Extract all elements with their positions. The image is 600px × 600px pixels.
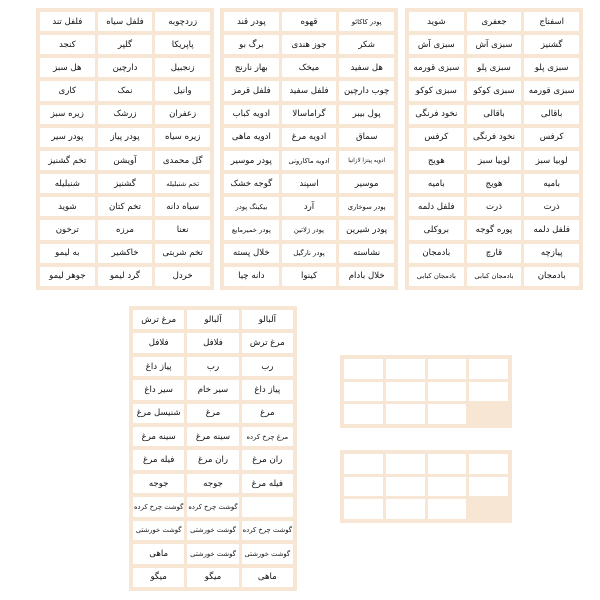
sticker-label: سبزی پلو bbox=[467, 58, 522, 77]
sticker-label: میگو bbox=[133, 568, 184, 587]
sticker-label: زرشک bbox=[98, 105, 153, 124]
sticker-label: ماهی bbox=[133, 544, 184, 563]
sticker-label: پیازچه bbox=[524, 244, 579, 263]
sticker-label: گوشت چرخ کرده bbox=[133, 497, 184, 516]
sticker-label: مرغ چرخ کرده bbox=[242, 427, 293, 446]
sticker-label: کاری bbox=[40, 81, 95, 100]
sticker-label: گوجه خشک bbox=[224, 174, 279, 193]
sticker-label bbox=[242, 497, 293, 516]
sticker-label: فلافل bbox=[133, 333, 184, 352]
sticker-label: ترخون bbox=[40, 220, 95, 239]
sticker-label: لوبیا سبز bbox=[524, 151, 579, 170]
label-sheet-baking bbox=[220, 8, 398, 290]
sticker-label: هل سفید bbox=[339, 58, 394, 77]
sticker-label: خردل bbox=[155, 267, 210, 286]
label-sheet-vegetables bbox=[405, 8, 583, 290]
sticker-label: رب bbox=[187, 357, 238, 376]
sticker-label: زنجبیل bbox=[155, 58, 210, 77]
sticker-label: بادمجان bbox=[524, 267, 579, 286]
blank-sticker bbox=[386, 382, 425, 402]
sticker-label: فلافل bbox=[187, 333, 238, 352]
sticker-label: ران مرغ bbox=[187, 450, 238, 469]
sticker-label: کینوا bbox=[282, 267, 337, 286]
sticker-label: گوشت چرخ کرده bbox=[242, 521, 293, 540]
sticker-label: میگو bbox=[187, 568, 238, 587]
sticker-label: مرغ bbox=[187, 404, 238, 423]
sticker-label: ماهی bbox=[242, 568, 293, 587]
sticker-label: بادمجان کبابی bbox=[409, 267, 464, 286]
blank-sticker bbox=[428, 499, 467, 519]
sticker-label: مرغ bbox=[242, 404, 293, 423]
sticker-label: سبزی کوکو bbox=[409, 81, 464, 100]
blank-sticker bbox=[469, 382, 508, 402]
sticker-label: زردچوبه bbox=[155, 12, 210, 31]
sticker-label: خاکشیر bbox=[98, 244, 153, 263]
sticker-label: سیاه دانه bbox=[155, 197, 210, 216]
blank-sticker bbox=[344, 454, 383, 474]
sticker-label: قارچ bbox=[467, 244, 522, 263]
sticker-label: سبزی پلو bbox=[524, 58, 579, 77]
sticker-label: زیره سبز bbox=[40, 105, 95, 124]
sticker-label: نعنا bbox=[155, 220, 210, 239]
sticker-label: سبزی کوکو bbox=[467, 81, 522, 100]
sticker-label: گل محمدی bbox=[155, 151, 210, 170]
sticker-label: گوشت خورشتی bbox=[187, 521, 238, 540]
sticker-label: پوره گوجه bbox=[467, 220, 522, 239]
sticker-label: جوهر لیمو bbox=[40, 267, 95, 286]
sticker-label: بادمجان کبابی bbox=[467, 267, 522, 286]
sticker-label: چوب دارچین bbox=[339, 81, 394, 100]
blank-sticker bbox=[386, 404, 425, 424]
sticker-label: فلفل قرمز bbox=[224, 81, 279, 100]
sticker-label: قهوه bbox=[282, 12, 337, 31]
sticker-label: میخک bbox=[282, 58, 337, 77]
blank-sticker bbox=[386, 499, 425, 519]
sticker-label: ادویه کباب bbox=[224, 105, 279, 124]
sticker-label: آرد bbox=[282, 197, 337, 216]
sticker-label: پاپریکا bbox=[155, 35, 210, 54]
sticker-label: فلفل سفید bbox=[282, 81, 337, 100]
sticker-label: بادمجان bbox=[409, 244, 464, 263]
sticker-label: نشاسته bbox=[339, 244, 394, 263]
sticker-label: آلبالو bbox=[242, 310, 293, 329]
sticker-label: بامیه bbox=[409, 174, 464, 193]
sticker-label: پیاز داغ bbox=[242, 380, 293, 399]
sticker-label: سینه مرغ bbox=[133, 427, 184, 446]
sticker-label: شنبلیله bbox=[40, 174, 95, 193]
sticker-label: هویج bbox=[467, 174, 522, 193]
blank-sticker bbox=[344, 499, 383, 519]
sticker-label: پودر سوخاری bbox=[339, 197, 394, 216]
blank-sticker bbox=[469, 359, 508, 379]
sticker-label: خلال بادام bbox=[339, 267, 394, 286]
sticker-label: نخود فرنگی bbox=[409, 105, 464, 124]
blank-sticker bbox=[386, 359, 425, 379]
sticker-label: سبزی آش bbox=[409, 35, 464, 54]
blank-label-sheet-2 bbox=[340, 450, 512, 523]
blank-sticker bbox=[344, 404, 383, 424]
sticker-label: بامیه bbox=[524, 174, 579, 193]
label-sheet-spices bbox=[36, 8, 214, 290]
sticker-label: ذرت bbox=[524, 197, 579, 216]
sticker-label: آویشن bbox=[98, 151, 153, 170]
sticker-label: تخم کتان bbox=[98, 197, 153, 216]
sticker-label: فیله مرغ bbox=[133, 450, 184, 469]
sticker-label: سبزی قورمه bbox=[524, 81, 579, 100]
sticker-label: کرفس bbox=[524, 128, 579, 147]
blank-sticker bbox=[428, 404, 467, 424]
sticker-label: سماق bbox=[339, 128, 394, 147]
blank-sticker bbox=[428, 359, 467, 379]
sticker-label: سینه مرغ bbox=[187, 427, 238, 446]
sticker-label: نمک bbox=[98, 81, 153, 100]
sticker-label: فیله مرغ bbox=[242, 474, 293, 493]
sticker-label: وانیل bbox=[155, 81, 210, 100]
sticker-label: تخم شنبلیله bbox=[155, 174, 210, 193]
sticker-label: سیر خام bbox=[187, 380, 238, 399]
sticker-label: پودر کاکائو bbox=[339, 12, 394, 31]
sticker-label: ران مرغ bbox=[242, 450, 293, 469]
sticker-label: مرغ ترش bbox=[133, 310, 184, 329]
sticker-label: کرفس bbox=[409, 128, 464, 147]
sticker-label: پودر موسیر bbox=[224, 151, 279, 170]
sticker-label: مرغ ترش bbox=[242, 333, 293, 352]
sticker-label: گلپر bbox=[98, 35, 153, 54]
sticker-label: هویج bbox=[409, 151, 464, 170]
sticker-label: پودر پیاز bbox=[98, 128, 153, 147]
sticker-label: ذرت bbox=[467, 197, 522, 216]
sticker-label: شوید bbox=[40, 197, 95, 216]
sticker-label: گشنیز bbox=[524, 35, 579, 54]
blank-sticker bbox=[469, 454, 508, 474]
sticker-label: جعفری bbox=[467, 12, 522, 31]
blank-sticker bbox=[469, 499, 508, 519]
sticker-label: فلفل سیاه bbox=[98, 12, 153, 31]
blank-label-sheet-1 bbox=[340, 355, 512, 428]
sticker-label: اسپند bbox=[282, 174, 337, 193]
sticker-label: شوید bbox=[409, 12, 464, 31]
sticker-label: پودر ژلاتین bbox=[282, 220, 337, 239]
sticker-label: فلفل تند bbox=[40, 12, 95, 31]
blank-sticker bbox=[428, 454, 467, 474]
sticker-label: پودر نارگیل bbox=[282, 244, 337, 263]
blank-sticker bbox=[344, 359, 383, 379]
sticker-label: شکر bbox=[339, 35, 394, 54]
blank-sticker bbox=[344, 477, 383, 497]
sticker-label: فلفل دلمه bbox=[409, 197, 464, 216]
blank-sticker bbox=[344, 382, 383, 402]
sticker-label: پودر خمیرمایع bbox=[224, 220, 279, 239]
sticker-label: ادویه مرغ bbox=[282, 128, 337, 147]
sticker-label: گوشت چرخ کرده bbox=[187, 497, 238, 516]
sticker-label: کنجد bbox=[40, 35, 95, 54]
sticker-label: پودر سیر bbox=[40, 128, 95, 147]
sticker-label: تخم شربتی bbox=[155, 244, 210, 263]
sticker-label: اسفناج bbox=[524, 12, 579, 31]
sticker-label: دانه چیا bbox=[224, 267, 279, 286]
sticker-label: نخود فرنگی bbox=[467, 128, 522, 147]
sticker-label: تخم گشنیز bbox=[40, 151, 95, 170]
sticker-label: برگ بو bbox=[224, 35, 279, 54]
sticker-label: ادویه ماهی bbox=[224, 128, 279, 147]
sticker-label: پول بیبر bbox=[339, 105, 394, 124]
sticker-label: رب bbox=[242, 357, 293, 376]
sticker-label: باقالی bbox=[524, 105, 579, 124]
sticker-label: سبزی قورمه bbox=[409, 58, 464, 77]
sticker-label: جوز هندی bbox=[282, 35, 337, 54]
label-sheet-proteins bbox=[129, 306, 297, 591]
sticker-label: لوبیا سبز bbox=[467, 151, 522, 170]
sticker-label: بیکینگ پودر bbox=[224, 197, 279, 216]
sticker-label: پودر قند bbox=[224, 12, 279, 31]
sticker-label: بروکلی bbox=[409, 220, 464, 239]
sticker-label: موسیر bbox=[339, 174, 394, 193]
sticker-label: دارچین bbox=[98, 58, 153, 77]
sticker-label: هل سبز bbox=[40, 58, 95, 77]
sticker-label: ادویه ماکارونی bbox=[282, 151, 337, 170]
sticker-label: گوشت خورشتی bbox=[133, 521, 184, 540]
sticker-label: سبزی آش bbox=[467, 35, 522, 54]
sticker-label: گوشت خورشتی bbox=[187, 544, 238, 563]
sticker-label: جوجه bbox=[187, 474, 238, 493]
sticker-label: پودر شیرین bbox=[339, 220, 394, 239]
blank-sticker bbox=[386, 454, 425, 474]
blank-sticker bbox=[469, 477, 508, 497]
sticker-label: زیره سیاه bbox=[155, 128, 210, 147]
sticker-label: شنیسل مرغ bbox=[133, 404, 184, 423]
sticker-label: به لیمو bbox=[40, 244, 95, 263]
sticker-label: زعفران bbox=[155, 105, 210, 124]
blank-sticker bbox=[428, 477, 467, 497]
sticker-label: گشنیز bbox=[98, 174, 153, 193]
sticker-label: فلفل دلمه bbox=[524, 220, 579, 239]
sticker-label: خلال پسته bbox=[224, 244, 279, 263]
sticker-label: جوجه bbox=[133, 474, 184, 493]
sticker-label: بهار نارنج bbox=[224, 58, 279, 77]
sticker-label: گراماسالا bbox=[282, 105, 337, 124]
sticker-label: ادویه پیتزا لازانیا bbox=[339, 151, 394, 170]
blank-sticker bbox=[428, 382, 467, 402]
sticker-label: گوشت خورشتی bbox=[242, 544, 293, 563]
sticker-label: آلبالو bbox=[187, 310, 238, 329]
sticker-label: مرزه bbox=[98, 220, 153, 239]
sticker-label: سیر داغ bbox=[133, 380, 184, 399]
blank-sticker bbox=[469, 404, 508, 424]
sticker-label: گرد لیمو bbox=[98, 267, 153, 286]
blank-sticker bbox=[386, 477, 425, 497]
sticker-label: پیاز داغ bbox=[133, 357, 184, 376]
sticker-label: باقالی bbox=[467, 105, 522, 124]
